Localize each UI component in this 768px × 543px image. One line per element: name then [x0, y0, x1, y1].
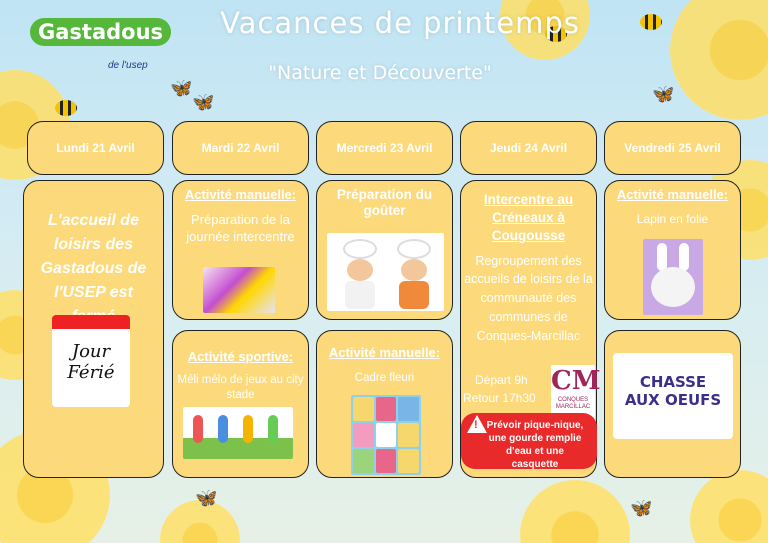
activity-title: Intercentre au Créneaux à Cougousse: [483, 192, 574, 244]
warning-text: Prévoir pique-nique, une gourde remplie d'eau et une casquette: [486, 420, 584, 470]
butterfly-icon: 🦋: [195, 488, 218, 508]
flower-frames-image: [351, 395, 421, 475]
jour-ferie-text-1: Jour: [71, 341, 111, 362]
butterfly-icon: 🦋: [170, 78, 193, 98]
day-header-friday: [604, 121, 741, 175]
activity-title: Activité manuelle:: [184, 187, 297, 202]
friday-pm-card: [604, 330, 741, 478]
logo-text: Gastadous: [30, 18, 171, 46]
tuesday-pm-card: [172, 330, 309, 478]
butterfly-icon: 🦋: [192, 92, 215, 112]
departure-time: Départ 9h: [475, 373, 528, 387]
activity-description: Cadre fleuri: [354, 371, 415, 384]
jour-ferie-text-2: Férié: [67, 362, 115, 383]
activity-description: Préparation de la journée intercentre: [186, 211, 295, 245]
day-header-thursday: [460, 121, 597, 175]
monday-closed-card: [23, 180, 164, 478]
egg-hunt-text-2: AUX OEUFS: [624, 391, 722, 409]
activity-description: Méli mélo de jeux au city stade: [177, 373, 304, 402]
thursday-card: [460, 180, 601, 478]
butterfly-icon: 🦋: [652, 84, 675, 104]
bunny-drawing-image: [643, 239, 703, 315]
activity-title: Activité manuelle:: [616, 187, 729, 202]
activity-title: Préparation du goûter: [336, 187, 433, 219]
page-subtitle: "Nature et Découverte": [268, 62, 492, 84]
day-header-tuesday: [172, 121, 309, 175]
warning-banner: [461, 413, 597, 469]
day-label: Lundi 21 Avril: [56, 141, 135, 155]
background-flower: [690, 470, 768, 543]
bee-icon: [55, 100, 77, 116]
background-flower: [670, 0, 768, 120]
kids-sport-image: [183, 407, 293, 459]
cc-logo-letters: CM: [551, 366, 601, 396]
activity-title: Activité sportive:: [187, 349, 294, 364]
tuesday-am-card: [172, 180, 309, 320]
page-title: Vacances de printemps: [220, 6, 580, 40]
butterfly-icon: 🦋: [630, 498, 653, 518]
background-flower: [520, 480, 630, 543]
egg-hunt-text-1: CHASSE: [639, 373, 707, 391]
day-header-wednesday: [316, 121, 453, 175]
chefs-image: [327, 233, 444, 311]
activity-description: Lapin en folie: [636, 211, 709, 226]
day-label: Mardi 22 Avril: [201, 141, 280, 155]
calendar-icon: [52, 315, 130, 407]
warning-mark: !: [474, 419, 478, 431]
day-label: Jeudi 24 Avril: [489, 141, 568, 155]
gastadous-logo: [30, 10, 164, 80]
wednesday-am-card: [316, 180, 453, 320]
activity-description: Regroupement des accueils de loisirs de la communauté des communes de Conques-Marcillac: [464, 253, 593, 343]
activity-title: Activité manuelle:: [328, 345, 441, 360]
wednesday-pm-card: [316, 330, 453, 478]
bee-icon: [640, 14, 662, 30]
friday-am-card: [604, 180, 741, 320]
craft-photo: [203, 267, 275, 313]
day-label: Vendredi 25 Avril: [624, 141, 721, 155]
day-label: Mercredi 23 Avril: [336, 141, 433, 155]
egg-hunt-image: [613, 353, 733, 439]
closed-text: L'accueil de loisirs des Gastadous de l'USEP est: [40, 212, 147, 301]
day-header-monday: [27, 121, 164, 175]
cc-logo-text: CONQUES MARCILLAC: [555, 397, 591, 410]
logo-subtext: de l'usep: [108, 60, 148, 71]
return-time: Retour 17h30: [463, 391, 536, 405]
